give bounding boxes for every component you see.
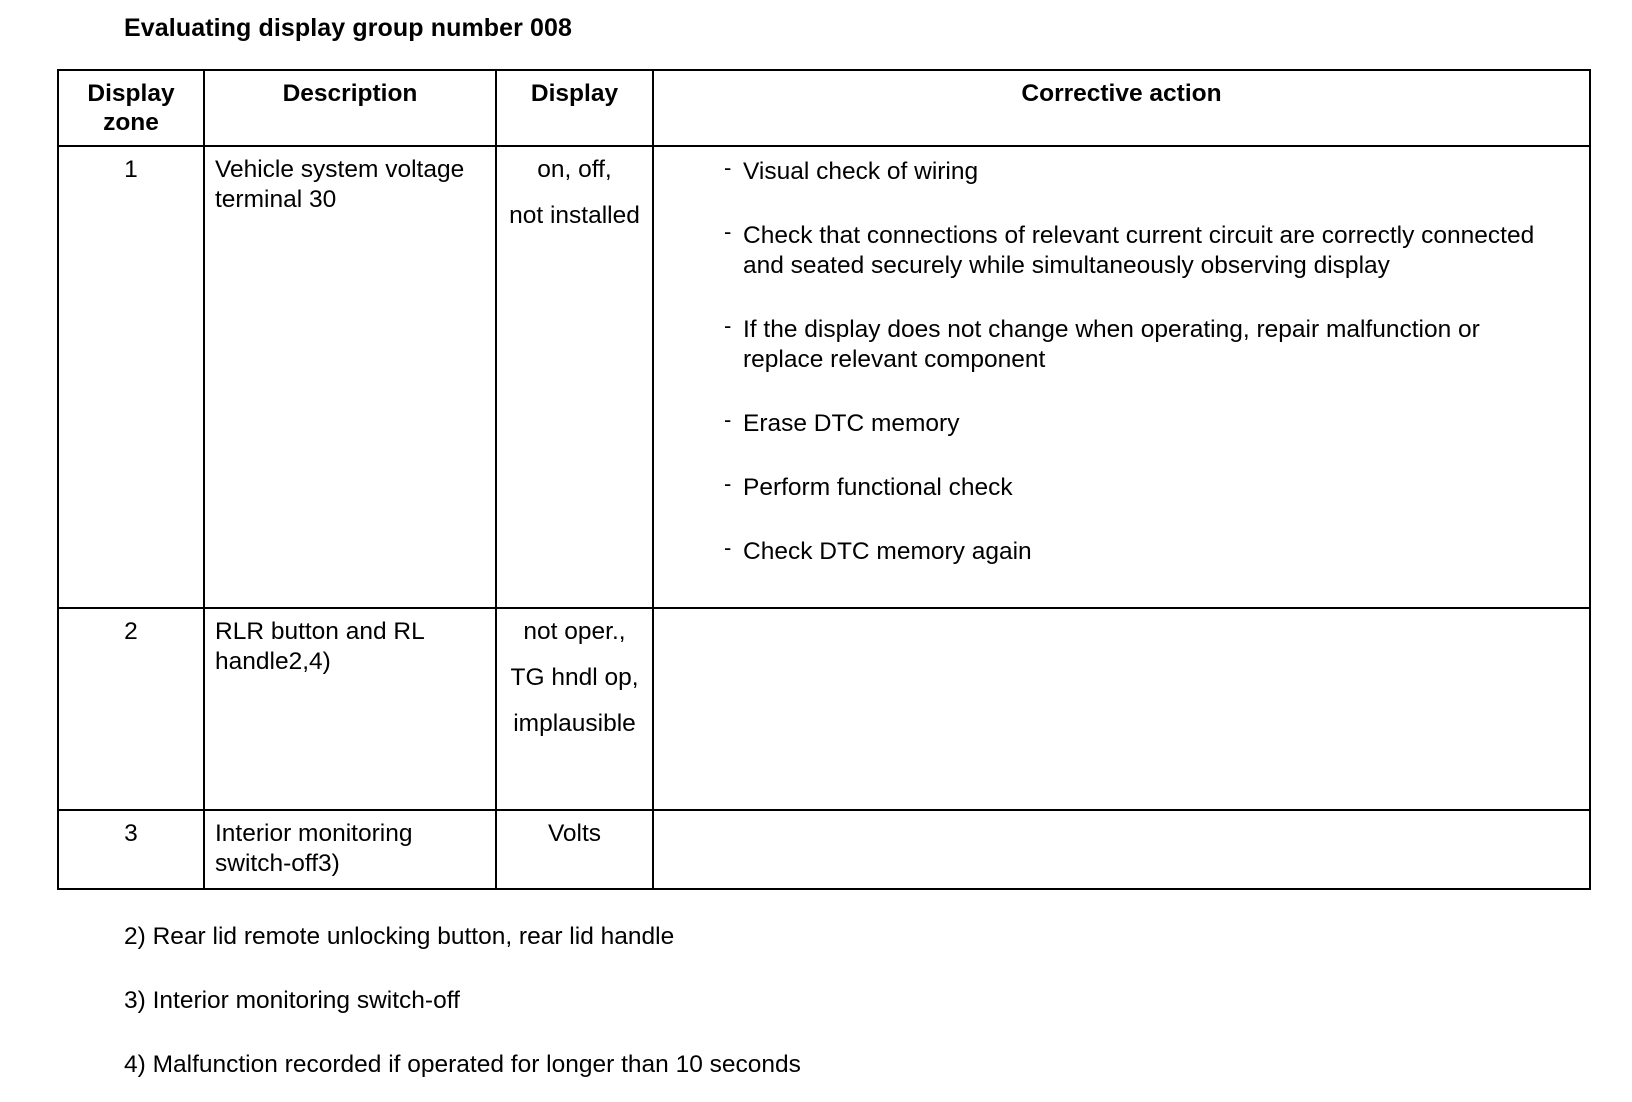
description-cell: Interior monitoring switch-off3) bbox=[204, 810, 496, 889]
corrective-action-cell bbox=[653, 810, 1590, 889]
display-group-table bbox=[57, 69, 1591, 890]
table-row bbox=[58, 608, 1590, 810]
page-title: Evaluating display group number 008 bbox=[124, 14, 573, 42]
header-display-zone bbox=[58, 70, 204, 146]
action-step: - Visual check of wiring bbox=[724, 155, 979, 185]
zone-cell: 1 bbox=[58, 146, 204, 608]
zone-cell: 3 bbox=[58, 810, 204, 889]
display-cell bbox=[496, 810, 653, 889]
dash-bullet-icon: - bbox=[724, 471, 732, 496]
display-value: on, off, bbox=[537, 156, 612, 183]
header-display-zone-line1: Display bbox=[87, 80, 175, 107]
action-step: - Perform functional check bbox=[724, 471, 1013, 501]
header-corrective-action: Corrective action bbox=[653, 70, 1590, 146]
action-step: - Erase DTC memory bbox=[724, 407, 960, 437]
header-display: Display bbox=[496, 70, 653, 146]
action-steps-list bbox=[724, 157, 1559, 567]
dash-bullet-icon: - bbox=[724, 313, 732, 338]
dash-bullet-icon: - bbox=[724, 155, 732, 180]
corrective-action-cell bbox=[653, 146, 1590, 608]
corrective-action-cell bbox=[653, 608, 1590, 810]
header-description: Description bbox=[204, 70, 496, 146]
display-value: not oper., bbox=[523, 618, 626, 645]
footnotes bbox=[124, 922, 801, 1080]
header-display-zone-line2: zone bbox=[103, 109, 159, 136]
display-cell bbox=[496, 608, 653, 810]
dash-bullet-icon: - bbox=[724, 219, 732, 244]
action-step: - Check that connections of relevant current circuit are correctly connected and seated securely while simultaneously observing display bbox=[724, 219, 1535, 279]
table-header-row bbox=[58, 70, 1590, 146]
dash-bullet-icon: - bbox=[724, 535, 732, 560]
dash-bullet-icon: - bbox=[724, 407, 732, 432]
action-step: - If the display does not change when operating, repair malfunction or replace relevant component bbox=[724, 313, 1480, 373]
display-value: not installed bbox=[509, 202, 640, 229]
description-cell: RLR button and RL handle2,4) bbox=[204, 608, 496, 810]
display-value: implausible bbox=[513, 710, 636, 737]
table-row bbox=[58, 810, 1590, 889]
display-value: TG hndl op, bbox=[510, 664, 639, 691]
table-row bbox=[58, 146, 1590, 608]
footnote: 3) Interior monitoring switch-off bbox=[124, 987, 460, 1014]
display-cell bbox=[496, 146, 653, 608]
action-step: - Check DTC memory again bbox=[724, 535, 1032, 565]
display-value: Volts bbox=[547, 820, 602, 847]
footnote: 2) Rear lid remote unlocking button, rear lid handle bbox=[124, 923, 675, 950]
description-cell: Vehicle system voltage terminal 30 bbox=[204, 146, 496, 608]
zone-cell: 2 bbox=[58, 608, 204, 810]
footnote: 4) Malfunction recorded if operated for longer than 10 seconds bbox=[124, 1051, 801, 1078]
